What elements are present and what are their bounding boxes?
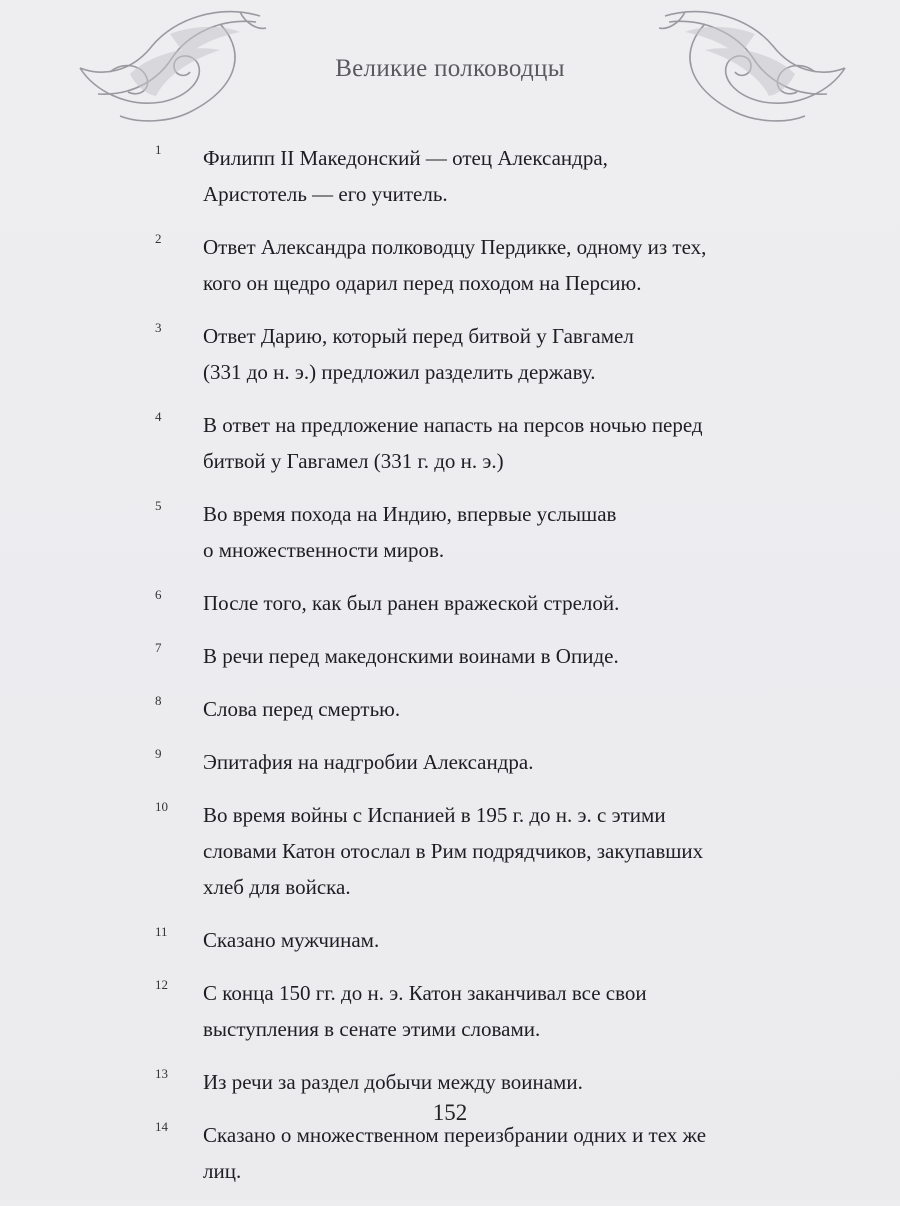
running-head: Великие полководцы bbox=[335, 55, 565, 82]
endnote-number: 4 bbox=[155, 409, 162, 424]
endnote-line: Из речи за раздел добычи между воинами. bbox=[203, 1070, 583, 1094]
endnote-item bbox=[0, 140, 900, 212]
endnote-text bbox=[203, 1117, 763, 1189]
endnote-line: битвой у Гавгамел (331 г. до н. э.) bbox=[203, 449, 504, 473]
endnote-item bbox=[0, 496, 900, 568]
endnote-line: С конца 150 гг. до н. э. Катон заканчивал все свои bbox=[203, 981, 647, 1005]
endnote-line: выступления в сенате этими словами. bbox=[203, 1017, 541, 1041]
endnote-number: 5 bbox=[155, 498, 162, 513]
endnote-line: Во время похода на Индию, впервые услышав bbox=[203, 502, 617, 526]
endnote-number: 6 bbox=[155, 587, 162, 602]
endnote-number: 14 bbox=[155, 1119, 168, 1134]
endnote-number: 12 bbox=[155, 977, 168, 992]
endnote-line: Сказано о множественном переизбрании одних и тех же bbox=[203, 1123, 707, 1147]
endnote-number: 9 bbox=[155, 746, 162, 761]
endnote-item bbox=[0, 691, 900, 727]
endnote-item bbox=[0, 229, 900, 301]
endnote-text bbox=[203, 638, 763, 674]
endnotes-list bbox=[0, 140, 900, 1206]
endnote-text bbox=[203, 585, 763, 621]
endnote-text bbox=[203, 318, 763, 390]
endnote-number: 8 bbox=[155, 693, 162, 708]
endnote-line: Ответ Дарию, который перед битвой у Гавгамел bbox=[203, 324, 634, 348]
endnote-item bbox=[0, 1117, 900, 1189]
endnote-line: Сказано мужчинам. bbox=[203, 928, 380, 952]
endnote-text bbox=[203, 691, 763, 727]
endnote-line: о множественности миров. bbox=[203, 538, 445, 562]
endnote-item bbox=[0, 407, 900, 479]
endnote-item bbox=[0, 1064, 900, 1100]
endnote-line: После того, как был ранен вражеской стрелой. bbox=[203, 591, 620, 615]
endnote-line: Филипп II Македонский — отец Александра, bbox=[203, 146, 608, 170]
endnote-item bbox=[0, 638, 900, 674]
endnote-text bbox=[203, 922, 763, 958]
endnote-text bbox=[203, 975, 763, 1047]
endnote-item bbox=[0, 797, 900, 905]
endnote-text bbox=[203, 407, 763, 479]
endnote-line: В ответ на предложение напасть на персов ночью перед bbox=[203, 413, 703, 437]
endnote-line: Ответ Александра полководцу Пердикке, одному из тех, bbox=[203, 235, 707, 259]
endnote-number: 2 bbox=[155, 231, 162, 246]
endnote-number: 7 bbox=[155, 640, 162, 655]
endnote-number: 1 bbox=[155, 142, 162, 157]
endnote-line: Во время войны с Испанией в 195 г. до н. э. с этими bbox=[203, 803, 666, 827]
endnote-text bbox=[203, 797, 763, 905]
endnote-line: В речи перед македонскими воинами в Опиде. bbox=[203, 644, 619, 668]
endnote-text bbox=[203, 496, 763, 568]
endnote-item bbox=[0, 585, 900, 621]
endnote-item bbox=[0, 975, 900, 1047]
endnote-line: кого он щедро одарил перед походом на Персию. bbox=[203, 271, 642, 295]
endnote-line: (331 до н. э.) предложил разделить державу. bbox=[203, 360, 596, 384]
endnote-line: лиц. bbox=[203, 1159, 242, 1183]
endnote-number: 10 bbox=[155, 799, 168, 814]
endnote-item bbox=[0, 318, 900, 390]
endnote-number: 3 bbox=[155, 320, 162, 335]
endnote-item bbox=[0, 744, 900, 780]
endnote-line: Эпитафия на надгробии Александра. bbox=[203, 750, 534, 774]
page-number: 152 bbox=[432, 1100, 468, 1125]
endnote-line: словами Катон отослал в Рим подрядчиков, закупавших bbox=[203, 839, 704, 863]
endnote-line: хлеб для войска. bbox=[203, 875, 351, 899]
endnote-line: Аристотель — его учитель. bbox=[203, 182, 448, 206]
endnote-text bbox=[203, 140, 763, 212]
endnote-text bbox=[203, 744, 763, 780]
endnote-text bbox=[203, 1064, 763, 1100]
endnote-item bbox=[0, 922, 900, 958]
endnote-number: 11 bbox=[155, 924, 168, 939]
endnote-number: 13 bbox=[155, 1066, 168, 1081]
endnote-line: Слова перед смертью. bbox=[203, 697, 401, 721]
endnote-text bbox=[203, 229, 763, 301]
